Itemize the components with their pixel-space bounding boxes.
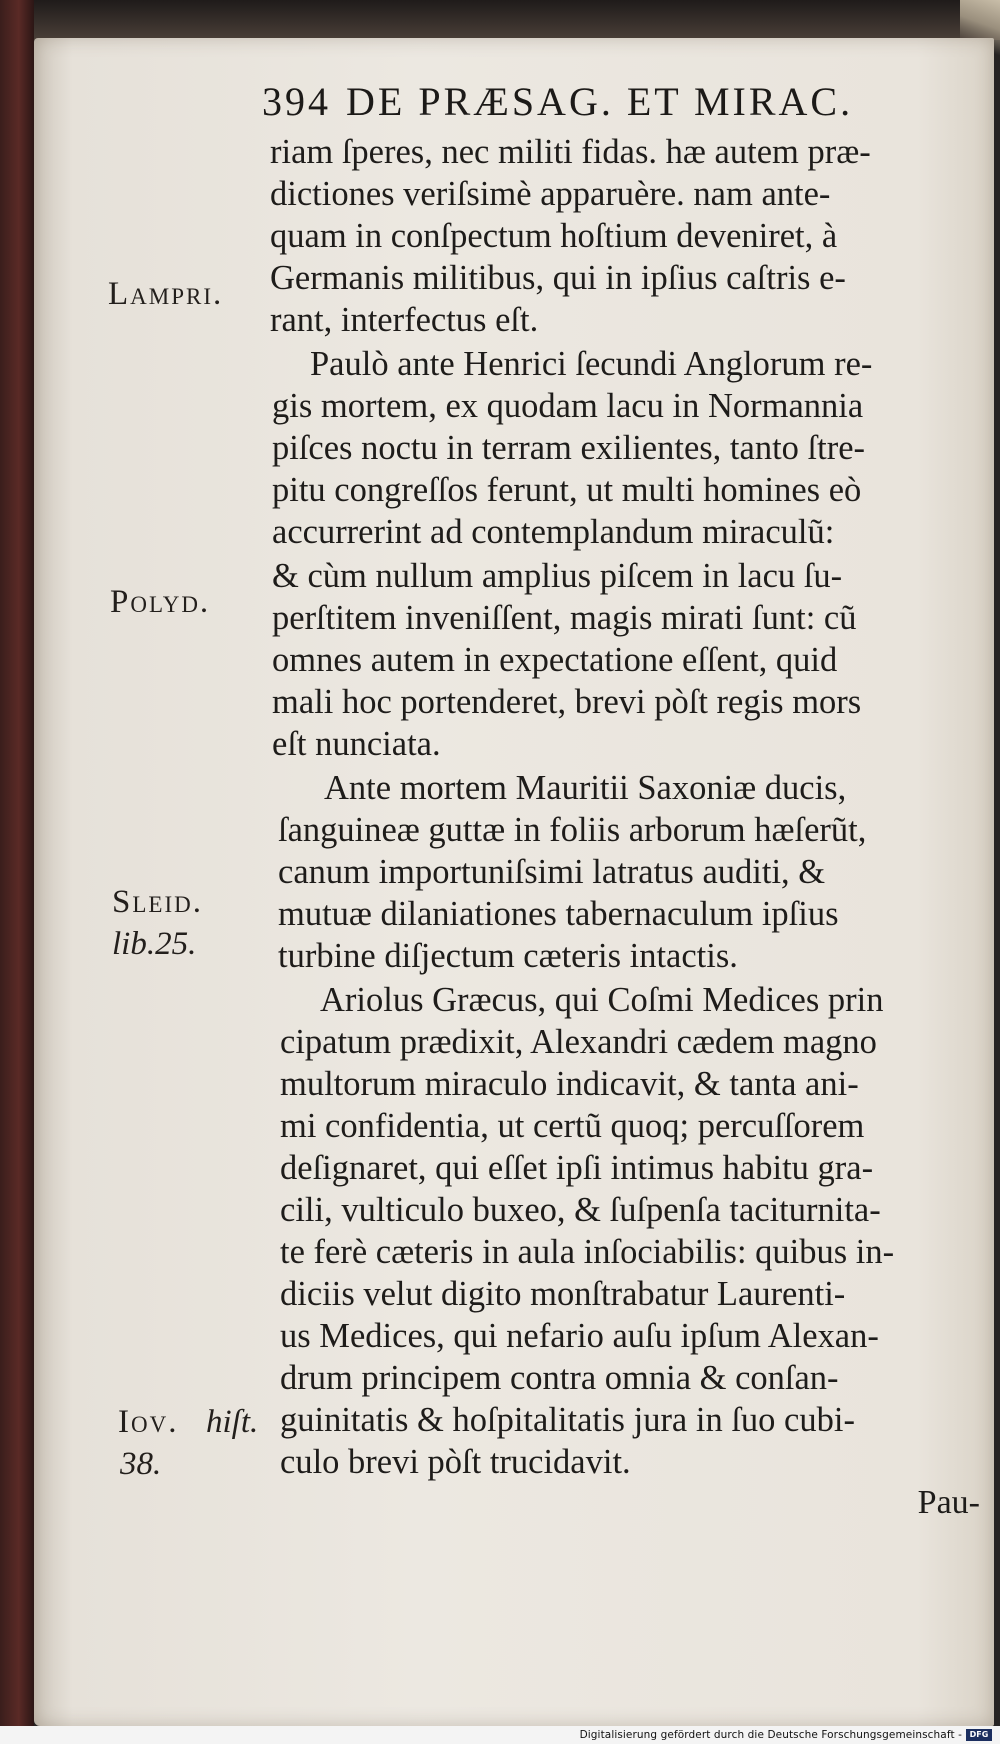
page-number: 394 xyxy=(262,79,331,124)
text-line: pitu congreſſos ferunt, ut multi homines eò xyxy=(272,471,862,509)
text-line: turbine diſjectum cæteris intactis. xyxy=(278,937,738,975)
text-line: ſanguineæ guttæ in foliis arborum hæſerũt, xyxy=(278,811,867,849)
margin-note-sleid-book: lib.25. xyxy=(112,926,197,962)
margin-note-polyd: Polyd. xyxy=(110,584,211,620)
text-line: & cùm nullum amplius piſcem in lacu ſu- xyxy=(272,557,843,595)
text-line: deſignaret, qui eſſet ipſi intimus habitu gra- xyxy=(280,1149,874,1187)
text-line: Ariolus Græcus, qui Coſmi Medices prin xyxy=(320,981,884,1019)
text-line: quam in conſpectum hoſtium deveniret, à xyxy=(270,217,838,255)
text-line: mali hoc portenderet, brevi pòſt regis mors xyxy=(272,683,862,721)
text-line: culo brevi pòſt trucidavit. xyxy=(280,1443,631,1481)
text-line: riam ſperes, nec militi fidas. hæ autem præ- xyxy=(270,133,871,171)
text-line: perſtitem inveniſſent, magis mirati ſunt: cũ xyxy=(272,599,857,637)
text-line: eſt nunciata. xyxy=(272,725,441,763)
running-title: DE PRÆSAG. ET MIRAC. xyxy=(346,79,854,124)
text-line: us Medices, qui nefario auſu ipſum Alexan- xyxy=(280,1317,879,1355)
text-line: guinitatis & hoſpitalitatis jura in ſuo cubi- xyxy=(280,1401,855,1439)
text-line: Paulò ante Henrici ſecundi Anglorum re- xyxy=(310,345,873,383)
text-line: rant, interfectus eſt. xyxy=(270,301,539,339)
margin-note-lampri: Lampri. xyxy=(108,276,224,312)
text-line: Ante mortem Mauritii Saxoniæ ducis, xyxy=(324,769,847,807)
text-line: accurrerint ad contemplandum miraculũ: xyxy=(272,513,835,551)
text-line: Germanis militibus, qui in ipſius caſtris e- xyxy=(270,259,846,297)
catchword: Pau- xyxy=(917,1484,980,1521)
book-spine xyxy=(0,0,34,1744)
text-line: omnes autem in expectatione eſſent, quid xyxy=(272,641,838,679)
text-line: mi confidentia, ut certũ quoq; percuſſorem xyxy=(280,1107,865,1145)
margin-note-iov-number: 38. xyxy=(120,1446,162,1482)
text-line: drum principem contra omnia & conſan- xyxy=(280,1359,839,1397)
scan-top-edge xyxy=(0,0,1000,40)
text-line: mutuæ dilaniationes tabernaculum ipſius xyxy=(278,895,839,933)
text-line: te ferè cæteris in aula inſociabilis: quibus in- xyxy=(280,1233,895,1271)
text-line: piſces noctu in terram exilientes, tanto ſtre- xyxy=(272,429,866,467)
text-line: diciis velut digito monſtrabatur Laurenti- xyxy=(280,1275,846,1313)
footer-credit: Digitalisierung gefördert durch die Deutsche Forschungsgemeinschaft - xyxy=(579,1729,962,1741)
text-line: cili, vulticulo buxeo, & ſuſpenſa taciturnita- xyxy=(280,1191,881,1229)
margin-note-iov-hist: hiſt. xyxy=(206,1404,259,1440)
margin-note-sleid: Sleid. xyxy=(112,884,203,920)
text-line: multorum miraculo indicavit, & tanta ani- xyxy=(280,1065,859,1103)
dfg-logo-icon: DFG xyxy=(966,1729,992,1741)
text-line: cipatum prædixit, Alexandri cædem magno xyxy=(280,1023,877,1061)
text-line: dictiones veriſsimè apparuère. nam ante- xyxy=(270,175,831,213)
text-line: gis mortem, ex quodam lacu in Normannia xyxy=(272,387,864,425)
text-line: canum importuniſsimi latratus auditi, & xyxy=(278,853,826,891)
margin-note-iov: Iov. xyxy=(118,1404,179,1440)
